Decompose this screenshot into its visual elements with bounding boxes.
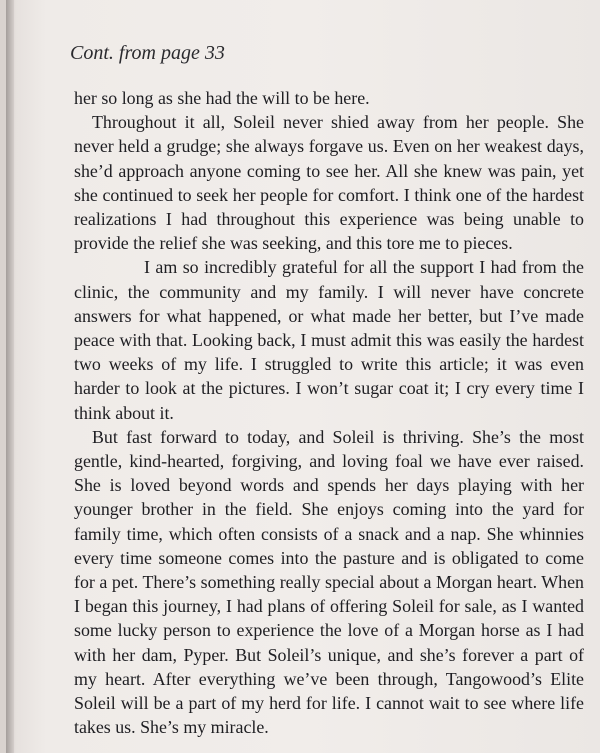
page-binding-shadow <box>6 0 14 753</box>
article-paragraph-3: I am so incredibly grateful for all the support I had from the clinic, the community and my family. I will never have concrete answers for what happened, or what made her better, but I’ve made peace with that. Looking back, I must admit this was easily the hardest two weeks of my life. I struggled to write this article; it was even harder to look at the pictures. I won’t sugar coat it; I cry every time I think about it. <box>74 257 584 423</box>
article-paragraph-2: Throughout it all, Soleil never shied away from her people. She never held a grudge; she always forgave us. Even on her weakest days, she’d approach anyone coming to see her. All she knew was pain, yet she continued to seek her people for comfort. I think one of the hardest realizations I had throughout this experience was being unable to provide the relief she was seeking, and this tore me to pieces. <box>74 112 584 254</box>
magazine-page <box>6 0 600 753</box>
article-paragraph-4: But fast forward to today, and Soleil is thriving. She’s the most gentle, kind-hearted, forgiving, and loving foal we have ever raised. She is loved beyond words and spends her days playing with her younger brother in the field. She enjoys coming into the yard for family time, which often consists of a snack and a nap. She whinnies every time someone comes into the pasture and is obligated to come for a pet. There’s something really special about a Morgan heart. When I began this journey, I had plans of offering Soleil for sale, as I wanted some lucky person to experience the love of a Morgan horse as I had with her dam, Pyper. But Soleil’s unique, and she’s forever a part of my heart. After everything we’ve been through, Tangowood’s Elite Soleil will be a part of my herd for life. I cannot wait to see where life takes us. She’s my miracle. <box>74 426 584 738</box>
article-body <box>74 86 584 739</box>
article-paragraph-1: her so long as she had the will to be here. <box>74 88 370 108</box>
continuation-header: Cont. from page 33 <box>70 42 225 64</box>
